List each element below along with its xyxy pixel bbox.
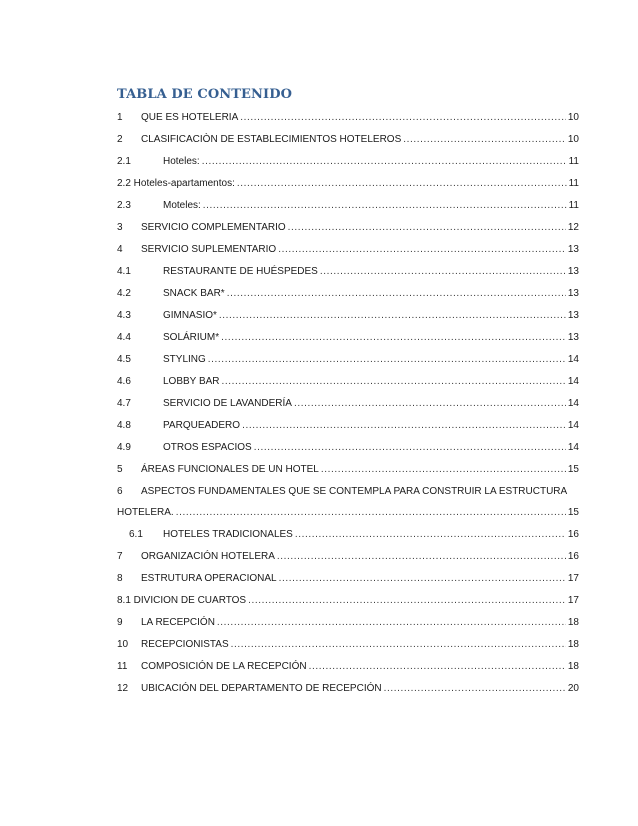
toc-entry-label: SOLÁRIUM* — [163, 332, 220, 343]
dot-leader — [278, 244, 566, 255]
toc-entry[interactable] — [117, 592, 579, 614]
toc-entry-page: 17 — [567, 573, 579, 584]
toc-entry-page: 13 — [567, 244, 579, 255]
toc-entry-page: 10 — [567, 134, 579, 145]
toc-entry-number: 6 — [117, 486, 123, 497]
toc-entry-page: 16 — [567, 529, 579, 540]
dot-leader — [176, 507, 566, 518]
toc-title: TABLA DE CONTENIDO — [117, 87, 292, 102]
dot-leader — [403, 134, 566, 145]
toc-entry-label: SERVICIO COMPLEMENTARIO — [141, 222, 286, 233]
toc-entry-page: 11 — [568, 156, 579, 167]
toc-entry[interactable] — [117, 658, 579, 680]
toc-entry-page: 14 — [567, 420, 579, 431]
dot-leader — [237, 178, 567, 189]
toc-entry[interactable] — [117, 395, 579, 417]
toc-entry-label: 8.1 DIVICION DE CUARTOS — [117, 595, 247, 606]
toc-entry-page: 20 — [567, 683, 579, 694]
toc-entry-label: UBICACIÓN DEL DEPARTAMENTO DE RECEPCIÓN — [141, 683, 382, 694]
toc-entry-page: 14 — [567, 376, 579, 387]
toc-entry[interactable] — [117, 153, 579, 175]
toc-entry-number: 8 — [117, 573, 123, 584]
toc-entry-label: RESTAURANTE DE HUÉSPEDES — [163, 266, 318, 277]
dot-leader — [217, 617, 566, 628]
toc-entry-number: 4.2 — [117, 288, 131, 299]
toc-entry-number: 4.1 — [117, 266, 131, 277]
toc-entry[interactable] — [117, 131, 579, 153]
toc-entry-label: GIMNASIO* — [163, 310, 217, 321]
toc-entry-page: 18 — [567, 617, 579, 628]
toc-entry-label: SNACK BAR* — [163, 288, 225, 299]
toc-list — [117, 109, 579, 702]
toc-entry[interactable] — [117, 373, 579, 395]
toc-entry-label: SERVICIO SUPLEMENTARIO — [141, 244, 277, 255]
toc-entry-label: CLASIFICACIÒN DE ESTABLECIMIENTOS HOTELEROS — [141, 134, 402, 145]
toc-entry[interactable] — [117, 263, 579, 285]
toc-entry-page: 18 — [567, 661, 579, 672]
toc-entry[interactable] — [117, 526, 579, 548]
toc-entry-page: 16 — [567, 551, 579, 562]
toc-entry-label: Moteles: — [163, 200, 201, 211]
toc-entry-number: 4.8 — [117, 420, 131, 431]
toc-entry-number: 1 — [117, 112, 123, 123]
dot-leader — [219, 310, 566, 321]
toc-entry[interactable] — [117, 483, 579, 526]
toc-entry-page: 14 — [567, 398, 579, 409]
dot-leader — [242, 420, 566, 431]
toc-entry-number: 10 — [117, 639, 129, 650]
toc-entry[interactable] — [117, 329, 579, 351]
toc-entry-label: LA RECEPCIÓN — [141, 617, 215, 628]
toc-entry-page: 14 — [567, 354, 579, 365]
dot-leader — [384, 683, 566, 694]
toc-entry-number: 4.5 — [117, 354, 131, 365]
toc-entry-number: 4.6 — [117, 376, 131, 387]
toc-entry-number: 7 — [117, 551, 123, 562]
toc-entry-label: SERVICIO DE LAVANDERÍA — [163, 398, 292, 409]
toc-entry[interactable] — [117, 614, 579, 636]
toc-entry-number: 4.9 — [117, 442, 131, 453]
dot-leader — [309, 661, 566, 672]
toc-entry[interactable] — [117, 351, 579, 373]
toc-entry-label: LOBBY BAR — [163, 376, 220, 387]
toc-entry-label: ASPECTOS FUNDAMENTALES QUE SE CONTEMPLA PARA CONSTRUIR LA ESTRUCTURA — [141, 486, 568, 497]
toc-entry[interactable] — [117, 548, 579, 570]
toc-entry[interactable] — [117, 439, 579, 461]
toc-entry[interactable] — [117, 636, 579, 658]
dot-leader — [203, 200, 567, 211]
dot-leader — [288, 222, 566, 233]
toc-entry-number: 4.7 — [117, 398, 131, 409]
dot-leader — [279, 573, 566, 584]
dot-leader — [227, 288, 566, 299]
toc-entry[interactable] — [117, 680, 579, 702]
toc-entry-page: 13 — [567, 288, 579, 299]
toc-entry-page: 15 — [567, 507, 579, 518]
toc-entry-page: 12 — [567, 222, 579, 233]
toc-entry-label: PARQUEADERO — [163, 420, 241, 431]
toc-entry-label: Hoteles: — [163, 156, 200, 167]
dot-leader — [277, 551, 566, 562]
toc-entry-page: 15 — [567, 464, 579, 475]
toc-entry-page: 13 — [567, 332, 579, 343]
toc-entry-label: ORGANIZACIÓN HOTELERA — [141, 551, 275, 562]
toc-entry[interactable] — [117, 175, 579, 197]
toc-entry[interactable] — [117, 307, 579, 329]
toc-entry-number: 5 — [117, 464, 123, 475]
dot-leader — [295, 529, 566, 540]
dot-leader — [221, 332, 566, 343]
toc-entry-label: OTROS ESPACIOS — [163, 442, 252, 453]
toc-entry[interactable] — [117, 417, 579, 439]
toc-entry-page: 13 — [567, 266, 579, 277]
toc-entry[interactable] — [117, 219, 579, 241]
dot-leader — [294, 398, 566, 409]
toc-entry-number: 4.3 — [117, 310, 131, 321]
toc-entry[interactable] — [117, 461, 579, 483]
toc-entry-page: 14 — [567, 442, 579, 453]
toc-entry-label: COMPOSICIÓN DE LA RECEPCIÓN — [141, 661, 307, 672]
toc-entry[interactable] — [117, 570, 579, 592]
dot-leader — [202, 156, 567, 167]
toc-entry[interactable] — [117, 109, 579, 131]
toc-entry-label: RECEPCIONISTAS — [141, 639, 229, 650]
dot-leader — [208, 354, 566, 365]
toc-entry-label-continued: HOTELERA. — [117, 507, 174, 518]
toc-entry[interactable] — [117, 285, 579, 307]
toc-entry-label: QUE ES HOTELERIA — [141, 112, 239, 123]
toc-entry-page: 11 — [568, 178, 579, 189]
dot-leader — [222, 376, 566, 387]
toc-entry-number: 4.4 — [117, 332, 131, 343]
dot-leader — [321, 464, 566, 475]
toc-entry-page: 13 — [567, 310, 579, 321]
toc-entry-page: 17 — [567, 595, 579, 606]
toc-entry-label: HOTELES TRADICIONALES — [163, 529, 293, 540]
toc-entry-label: 2.2 Hoteles-apartamentos: — [117, 178, 235, 189]
toc-entry-number: 9 — [117, 617, 123, 628]
dot-leader — [320, 266, 566, 277]
toc-entry-number: 2 — [117, 134, 123, 145]
toc-entry-label: STYLING — [163, 354, 206, 365]
toc-entry-page: 10 — [567, 112, 579, 123]
toc-entry-number: 2.1 — [117, 156, 131, 167]
toc-entry-label: ESTRUTURA OPERACIONAL — [141, 573, 277, 584]
toc-entry-number: 12 — [117, 683, 129, 694]
toc-entry-label: ÁREAS FUNCIONALES DE UN HOTEL — [141, 464, 319, 475]
dot-leader — [248, 595, 566, 606]
toc-entry-number: 6.1 — [129, 529, 143, 540]
toc-entry[interactable] — [117, 241, 579, 263]
dot-leader — [240, 112, 566, 123]
toc-entry-number: 2.3 — [117, 200, 131, 211]
toc-entry[interactable] — [117, 197, 579, 219]
toc-entry-number: 4 — [117, 244, 123, 255]
toc-entry-number: 3 — [117, 222, 123, 233]
toc-entry-page: 18 — [567, 639, 579, 650]
toc-entry-number: 11 — [117, 661, 128, 672]
dot-leader — [254, 442, 566, 453]
toc-entry-page: 11 — [568, 200, 579, 211]
dot-leader — [231, 639, 566, 650]
